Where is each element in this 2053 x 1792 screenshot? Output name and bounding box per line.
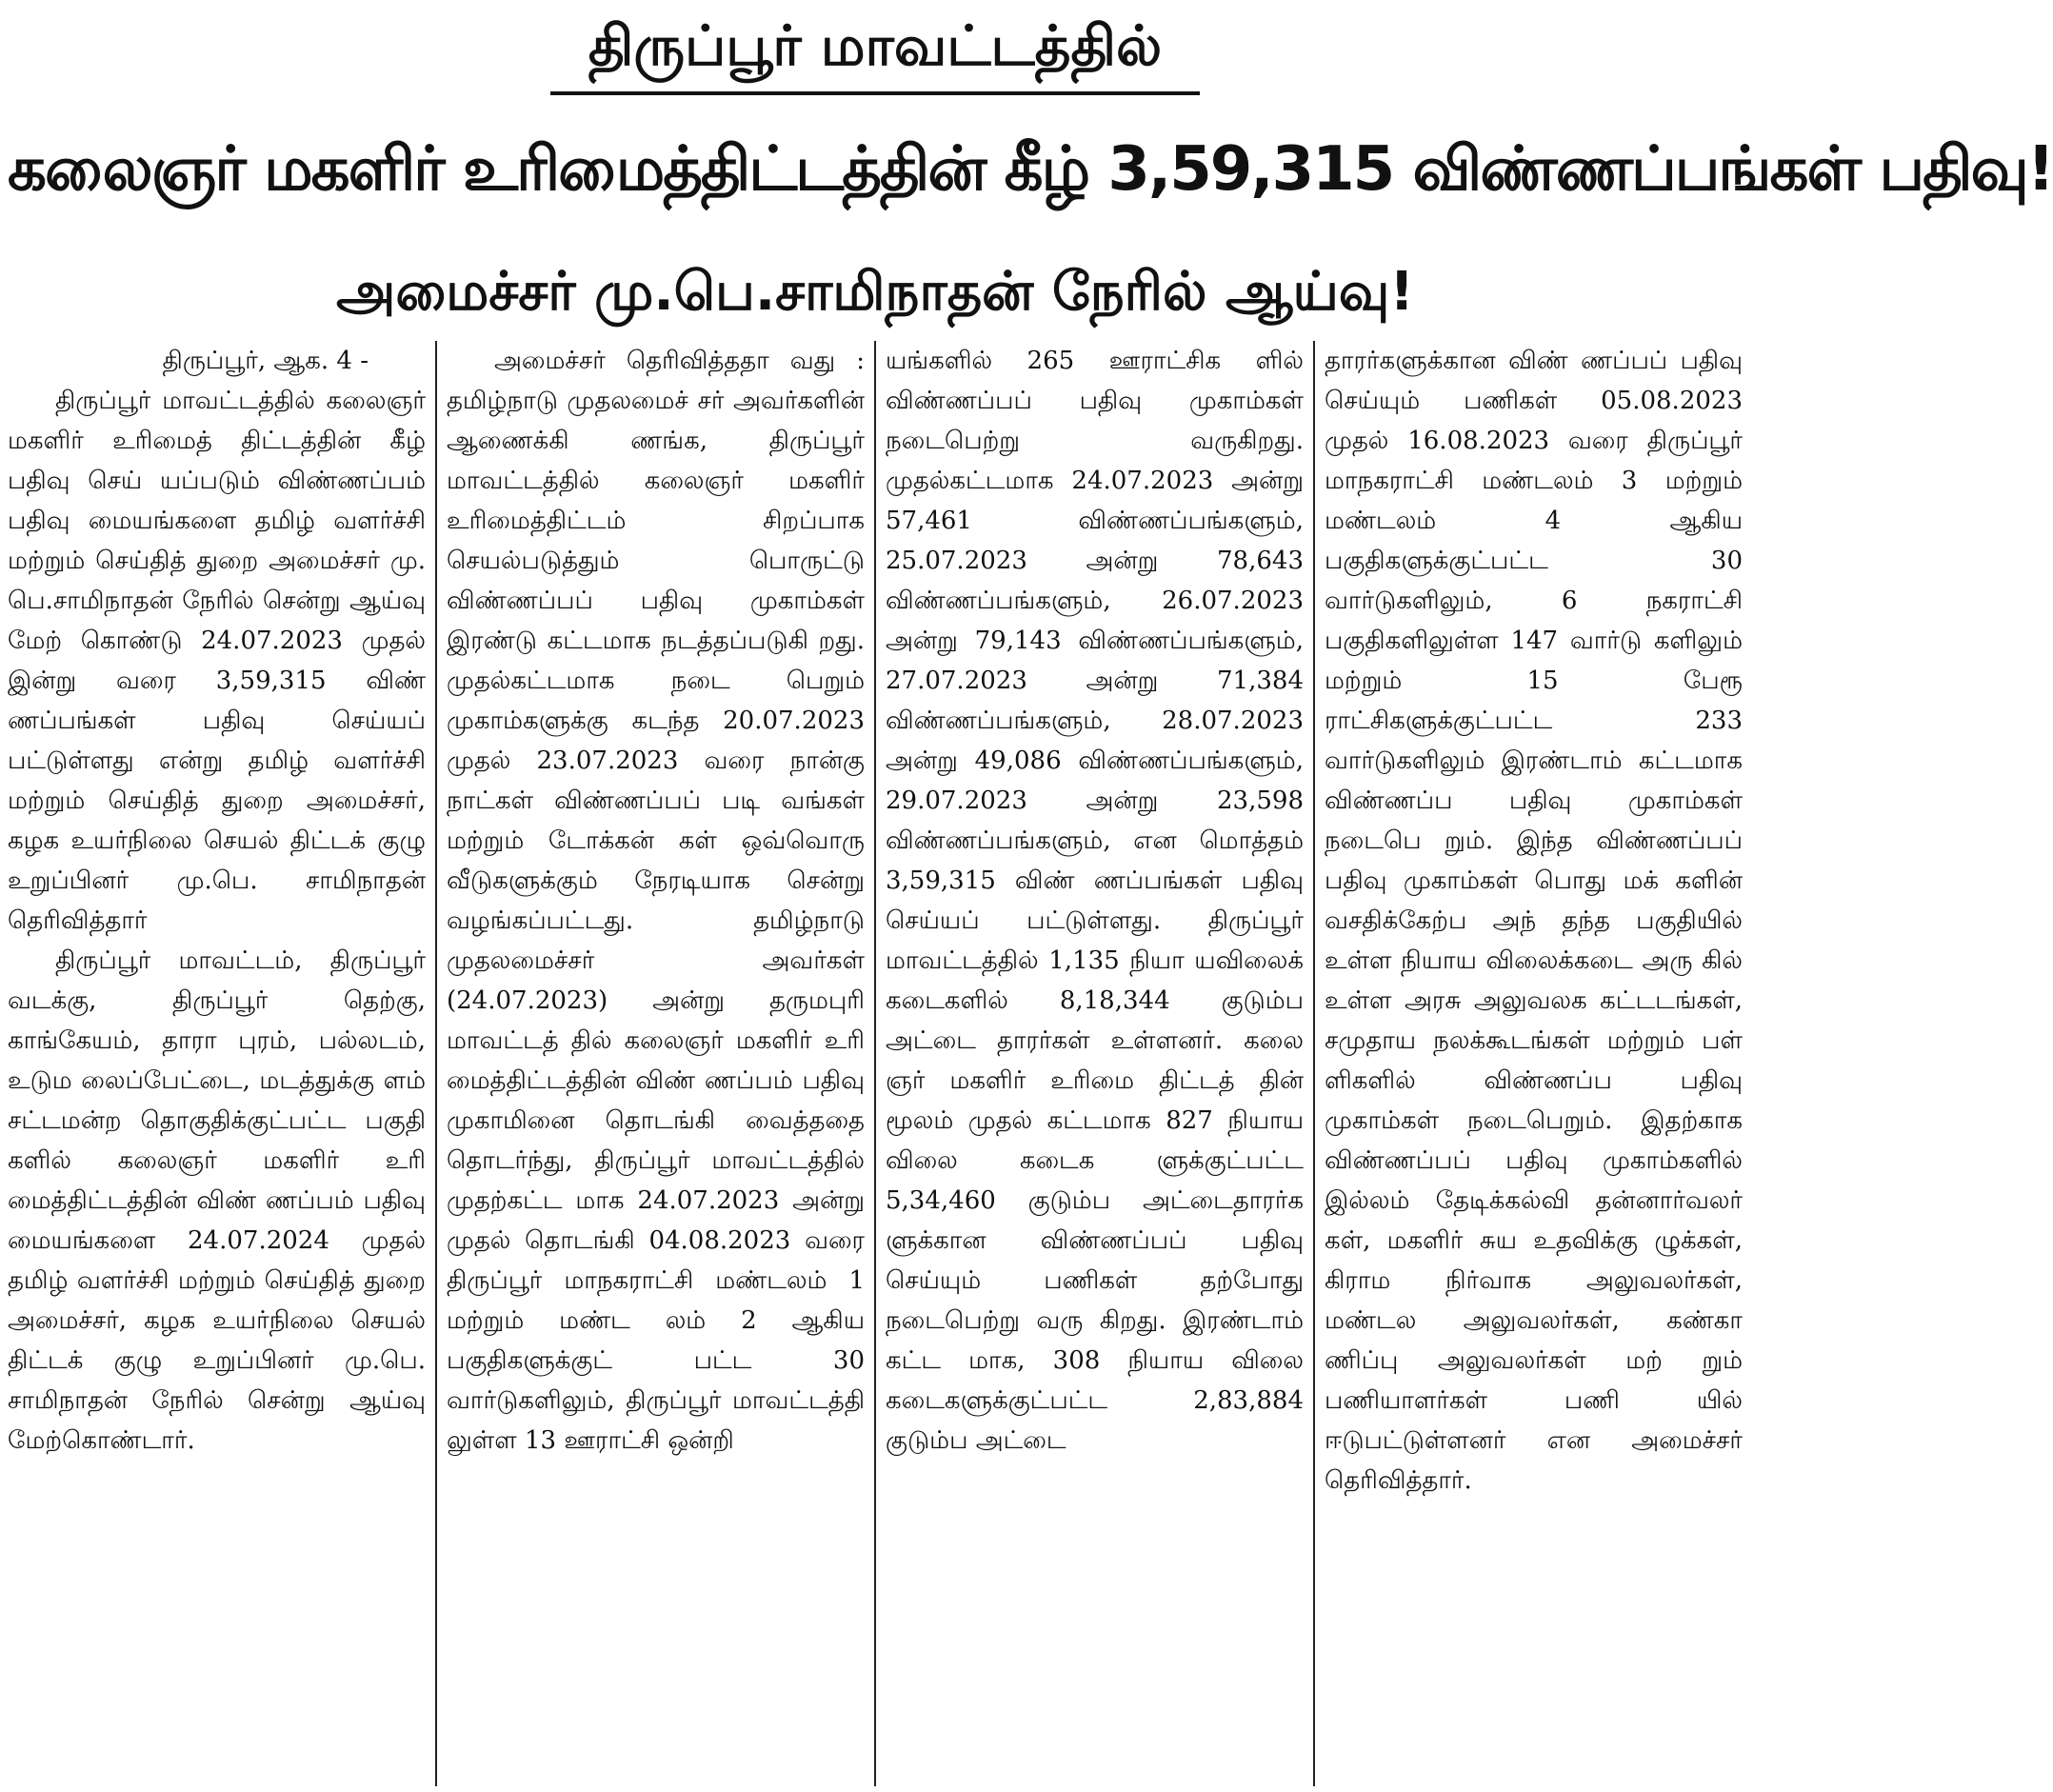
dateline: திருப்பூர், ஆக. 4 - xyxy=(162,347,369,375)
article-body xyxy=(8,341,1743,1786)
headline: கலைஞர் மகளிர் உரிமைத்திட்டத்தின் கீழ் 3,59,315 விண்ணப்பங்கள் பதிவு! xyxy=(8,134,2053,205)
paragraph: தாரர்களுக்கான விண் ணப்பப் பதிவு செய்யும் பணிகள் 05.08.2023 முதல் 16.08.2023 வரை திருப்பூர் மாநகராட்சி மண்டலம் 3 மற்றும் மண்டலம் 4 ஆகிய பகுதிகளுக்குட்பட்ட 30 வார்டுகளிலும், 6 நகராட்சி பகுதிகளிலுள்ள 147 வார்டு களிலும் மற்றும் 15 பேரூ ராட்சிகளுக்குட்பட்ட 233 வார்டுகளிலும் இரண்டாம் கட்டமாக விண்ணப்ப பதிவு முகாம்கள் நடைபெ றும். இந்த விண்ணப்பப் பதிவு முகாம்கள் பொது மக் களின் வசதிக்கேற்ப அந் தந்த பகுதியில் உள்ள நியாய விலைக்கடை அரு கில் உள்ள அரசு அலுவலக கட்டடங்கள், சமுதாய நலக்கூடங்கள் மற்றும் பள் ளிகளில் விண்ணப்ப பதிவு முகாம்கள் நடைபெறும். இதற்காக விண்ணப்பப் பதிவு முகாம்களில் இல்லம் தேடிக்கல்வி தன்னார்வலர் கள், மகளிர் சுய உதவிக்கு ழுக்கள், கிராம நிர்வாக அலுவலர்கள், மண்டல அலுவலர்கள், கண்கா ணிப்பு அலுவலர்கள் மற் றும் பணியாளர்கள் பணி யில் ஈடுபட்டுள்ளனர் என அமைச்சர் தெரிவித்தார். xyxy=(1325,347,1743,1495)
kicker xyxy=(0,8,1750,95)
column-4 xyxy=(1313,341,1743,1786)
kicker-text: திருப்பூர் மாவட்டத்தில் xyxy=(550,8,1200,95)
paragraph: யங்களில் 265 ஊராட்சிக ளில் விண்ணப்பப் பதிவு முகாம்கள் நடைபெற்று வருகிறது. முதல்கட்டமாக 24.07.2023 அன்று 57,461 விண்ணப்பங்களும், 25.07.2023 அன்று 78,643 விண்ணப்பங்களும், 26.07.2023 அன்று 79,143 விண்ணப்பங்களும், 27.07.2023 அன்று 71,384 விண்ணப்பங்களும், 28.07.2023 அன்று 49,086 விண்ணப்பங்களும், 29.07.2023 அன்று 23,598 விண்ணப்பங்களும், என மொத்தம் 3,59,315 விண் ணப்பங்கள் பதிவு செய்யப் பட்டுள்ளது. திருப்பூர் மாவட்டத்தில் 1,135 நியா யவிலைக் கடைகளில் 8,18,344 குடும்ப அட்டை தாரர்கள் உள்ளனர். கலை ஞர் மகளிர் உரிமை திட்டத் தின் மூலம் முதல் கட்டமாக 827 நியாய விலை கடைக ளுக்குட்பட்ட 5,34,460 குடும்ப அட்டைதாரர்க ளுக்கான விண்ணப்பப் பதிவு செய்யும் பணிகள் தற்போது நடைபெற்று வரு கிறது. இரண்டாம் கட்ட மாக, 308 நியாய விலை கடைகளுக்குட்பட்ட 2,83,884 குடும்ப அட்டை xyxy=(886,347,1304,1455)
column-3 xyxy=(874,341,1304,1786)
paragraph: திருப்பூர் மாவட்டத்தில் கலைஞர் மகளிர் உரிமைத் திட்டத்தின் கீழ் பதிவு செய் யப்படும் விண்ணப்பம் பதிவு மையங்களை தமிழ் வளர்ச்சி மற்றும் செய்தித் துறை அமைச்சர் மு. பெ.சாமிநாதன் நேரில் சென்று ஆய்வு மேற் கொண்டு 24.07.2023 முதல் இன்று வரை 3,59,315 விண் ணப்பங்கள் பதிவு செய்யப் பட்டுள்ளது என்று தமிழ் வளர்ச்சி மற்றும் செய்தித் துறை அமைச்சர், கழக உயர்நிலை செயல் திட்டக் குழு உறுப்பினர் மு.பெ. சாமிநாதன் தெரிவித்தார் xyxy=(8,387,426,935)
column-1 xyxy=(8,341,426,1786)
column-2 xyxy=(435,341,865,1786)
paragraph: அமைச்சர் தெரிவித்ததா வது : தமிழ்நாடு முதலமைச் சர் அவர்களின் ஆணைக்கி ணங்க, திருப்பூர் மாவட்டத்தில் கலைஞர் மகளிர் உரிமைத்திட்டம் சிறப்பாக செயல்படுத்தும் பொருட்டு விண்ணப்பப் பதிவு முகாம்கள் இரண்டு கட்டமாக நடத்தப்படுகி றது. முதல்கட்டமாக நடை பெறும் முகாம்களுக்கு கடந்த 20.07.2023 முதல் 23.07.2023 வரை நான்கு நாட்கள் விண்ணப்பப் படி வங்கள் மற்றும் டோக்கன் கள் ஒவ்வொரு வீடுகளுக்கும் நேரடியாக சென்று வழங்கப்பட்டது. தமிழ்நாடு முதலமைச்சர் அவர்கள் (24.07.2023) அன்று தருமபுரி மாவட்டத் தில் கலைஞர் மகளிர் உரி மைத்திட்டத்தின் விண் ணப்பம் பதிவு முகாமினை தொடங்கி வைத்ததை தொடர்ந்து, திருப்பூர் மாவட்டத்தில் முதற்கட்ட மாக 24.07.2023 அன்று முதல் தொடங்கி 04.08.2023 வரை திருப்பூர் மாநகராட்சி மண்டலம் 1 மற்றும் மண்ட லம் 2 ஆகிய பகுதிகளுக்குட் பட்ட 30 வார்டுகளிலும், திருப்பூர் மாவட்டத்தி லுள்ள 13 ஊராட்சி ஒன்றி xyxy=(447,347,865,1455)
subheadline: அமைச்சர் மு.பெ.சாமிநாதன் நேரில் ஆய்வு! xyxy=(336,261,1414,323)
paragraph: திருப்பூர் மாவட்டம், திருப்பூர் வடக்கு, திருப்பூர் தெற்கு, காங்கேயம், தாரா புரம், பல்லடம், உடும லைப்பேட்டை, மடத்துக்கு ளம் சட்டமன்ற தொகுதிக்குட்பட்ட பகுதி களில் கலைஞர் மகளிர் உரி மைத்திட்டத்தின் விண் ணப்பம் பதிவு மையங்களை 24.07.2024 முதல் தமிழ் வளர்ச்சி மற்றும் செய்தித் துறை அமைச்சர், கழக உயர்நிலை செயல் திட்டக் குழு உறுப்பினர் மு.பெ. சாமிநாதன் நேரில் சென்று ஆய்வு மேற்கொண்டார். xyxy=(8,946,426,1455)
